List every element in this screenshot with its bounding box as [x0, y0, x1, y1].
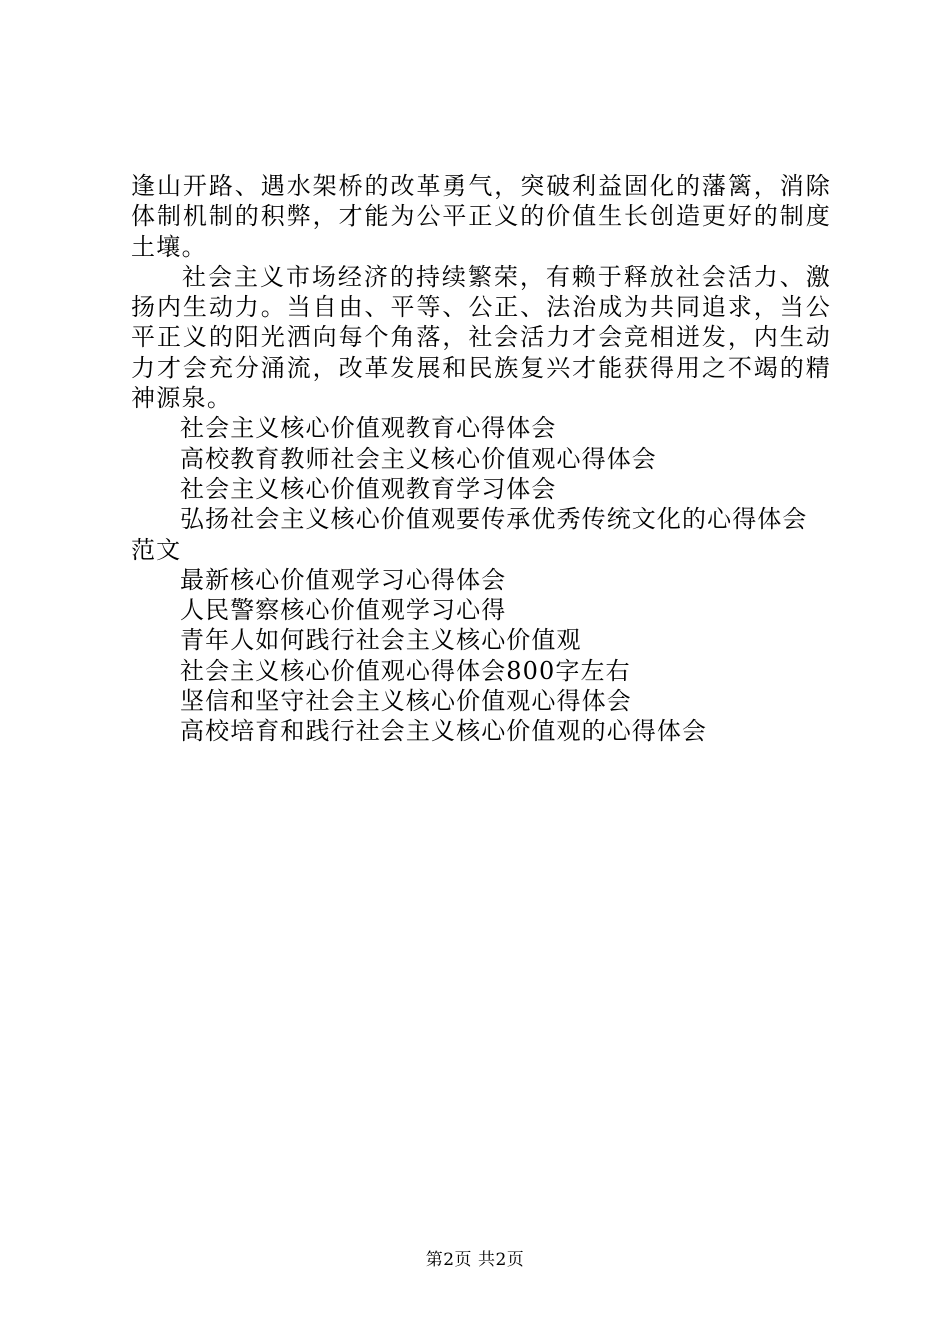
- related-article-link[interactable]: 人民警察核心价值观学习心得: [180, 596, 507, 625]
- related-article-link[interactable]: 社会主义核心价值观教育学习体会: [180, 474, 557, 503]
- related-article-link[interactable]: 高校教育教师社会主义核心价值观心得体会: [180, 444, 657, 473]
- related-articles-list: [131, 413, 831, 746]
- body-paragraph: 逢山开路、遇水架桥的改革勇气，突破利益固化的藩篱，消除体制机制的积弊，才能为公平正义的价值生长创造更好的制度土壤。: [131, 172, 831, 261]
- document-body: [131, 171, 831, 747]
- related-article-item: [131, 656, 831, 686]
- page-number: 第2页 共2页: [425, 1250, 525, 1270]
- related-article-item: [131, 504, 831, 565]
- related-article-item: [131, 444, 831, 474]
- related-article-item: [131, 625, 831, 655]
- related-article-link[interactable]: 社会主义核心价值观教育心得体会: [180, 414, 557, 443]
- related-article-item: [131, 716, 831, 746]
- related-article-item: [131, 595, 831, 625]
- related-article-link[interactable]: 弘扬社会主义核心价值观要传承优秀传统文化的心得体会范文: [131, 505, 808, 564]
- related-article-link[interactable]: 社会主义核心价值观心得体会800字左右: [180, 656, 631, 685]
- related-article-item: [131, 565, 831, 595]
- related-article-link[interactable]: 坚信和坚守社会主义核心价值观心得体会: [180, 687, 632, 716]
- related-article-item: [131, 413, 831, 443]
- related-article-item: [131, 686, 831, 716]
- related-article-link[interactable]: 高校培育和践行社会主义核心价值观的心得体会: [180, 717, 708, 746]
- related-article-link[interactable]: 最新核心价值观学习心得体会: [180, 565, 507, 594]
- body-paragraph: 社会主义市场经济的持续繁荣，有赖于释放社会活力、激扬内生动力。当自由、平等、公正、法治成为共同追求，当公平正义的阳光洒向每个角落，社会活力才会竞相迸发，内生动力才会充分涌流，改革发展和民族复兴才能获得用之不竭的精神源泉。: [131, 262, 831, 413]
- related-article-item: [131, 474, 831, 504]
- page-footer: [0, 1245, 950, 1270]
- related-article-link[interactable]: 青年人如何践行社会主义核心价值观: [180, 626, 582, 655]
